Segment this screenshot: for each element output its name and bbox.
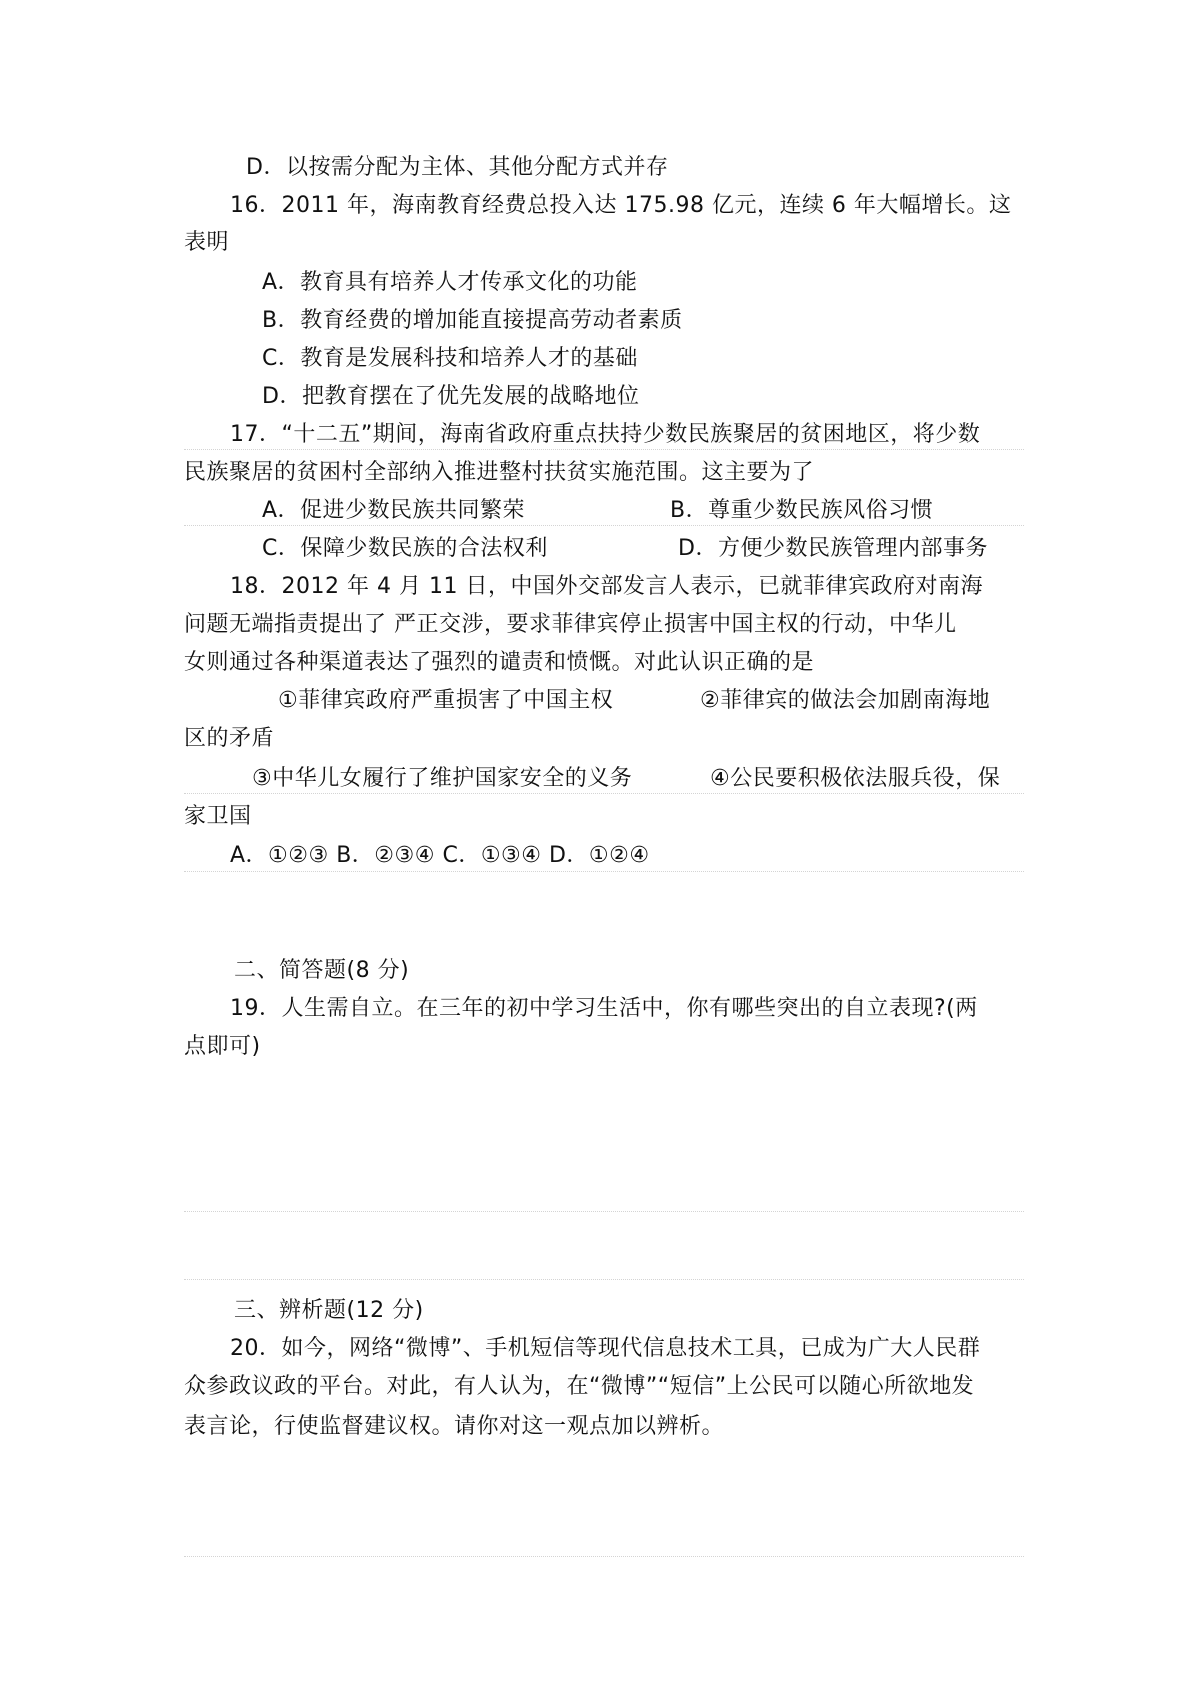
q18-item-1: ①菲律宾政府严重损害了中国主权 bbox=[278, 688, 614, 713]
section2-heading: 二、简答题(8 分) bbox=[234, 958, 410, 983]
dotted-divider bbox=[184, 449, 1024, 450]
q16-option-a: A．教育具有培养人才传承文化的功能 bbox=[262, 270, 638, 295]
answer-space-divider bbox=[184, 1211, 1024, 1212]
q18-stem-line3: 女则通过各种渠道表达了强烈的谴责和愤慨。对此认识正确的是 bbox=[184, 650, 815, 675]
q17-option-a: A．促进少数民族共同繁荣 bbox=[262, 498, 526, 523]
dotted-divider bbox=[184, 525, 1024, 526]
q15-option-d: D．以按需分配为主体、其他分配方式并存 bbox=[246, 155, 669, 180]
q18-item-2: ②菲律宾的做法会加剧南海地 bbox=[700, 688, 991, 713]
q16-option-d: D．把教育摆在了优先发展的战略地位 bbox=[262, 384, 640, 409]
q16-option-b: B．教育经费的增加能直接提高劳动者素质 bbox=[262, 308, 683, 333]
answer-space-divider bbox=[184, 1556, 1024, 1557]
q18-answer-options: A．①②③ B．②③④ C．①③④ D．①②④ bbox=[230, 843, 650, 868]
section3-heading: 三、辨析题(12 分) bbox=[234, 1298, 424, 1323]
answer-space-divider bbox=[184, 1279, 1024, 1280]
q16-stem-line1: 16．2011 年，海南教育经费总投入达 175.98 亿元，连续 6 年大幅增长。这 bbox=[230, 193, 1012, 218]
q18-item-4: ④公民要积极依法服兵役，保 bbox=[710, 766, 1001, 791]
q17-option-c: C．保障少数民族的合法权利 bbox=[262, 536, 548, 561]
q17-stem-line1: 17．“十二五”期间，海南省政府重点扶持少数民族聚居的贫困地区，将少数 bbox=[230, 422, 981, 447]
q20-stem-line2: 众参政议政的平台。对此，有人认为，在“微博”“短信”上公民可以随心所欲地发 bbox=[184, 1374, 975, 1399]
q18-item-2-continued: 区的矛盾 bbox=[184, 726, 275, 751]
dotted-divider bbox=[184, 793, 1024, 794]
q18-stem-line1: 18．2012 年 4 月 11 日，中国外交部发言人表示，已就菲律宾政府对南海 bbox=[230, 574, 983, 599]
q17-option-b: B．尊重少数民族风俗习惯 bbox=[670, 498, 934, 523]
q17-stem-line2: 民族聚居的贫困村全部纳入推进整村扶贫实施范围。这主要为了 bbox=[184, 460, 815, 485]
q19-stem-line1: 19．人生需自立。在三年的初中学习生活中，你有哪些突出的自立表现?(两 bbox=[230, 996, 978, 1021]
q18-stem-line2: 问题无端指责提出了 严正交涉，要求菲律宾停止损害中国主权的行动，中华儿 bbox=[184, 612, 957, 637]
dotted-divider bbox=[184, 871, 1024, 872]
q18-item-4-continued: 家卫国 bbox=[184, 804, 252, 829]
q20-stem-line3: 表言论，行使监督建议权。请你对这一观点加以辨析。 bbox=[184, 1414, 725, 1439]
q20-stem-line1: 20．如今，网络“微博”、手机短信等现代信息技术工具，已成为广大人民群 bbox=[230, 1336, 981, 1361]
q18-item-3: ③中华儿女履行了维护国家安全的义务 bbox=[252, 766, 633, 791]
q19-stem-line2: 点即可) bbox=[184, 1034, 261, 1059]
q17-option-d: D．方便少数民族管理内部事务 bbox=[678, 536, 988, 561]
q16-option-c: C．教育是发展科技和培养人才的基础 bbox=[262, 346, 638, 371]
q16-stem-line2: 表明 bbox=[184, 230, 230, 255]
